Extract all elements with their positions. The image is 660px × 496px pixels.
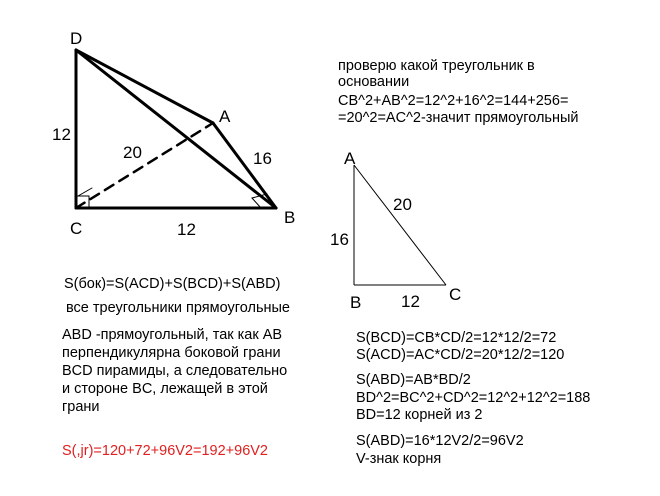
all-right-triangles-note: все треугольники прямоугольные (66, 300, 290, 316)
note-check-line1: проверю какой треугольник в (338, 58, 535, 74)
area-abd-value: S(ABD)=16*12V2/2=96V2 (356, 433, 524, 449)
tri-vertex-a-label: A (344, 149, 356, 168)
length-cb-label: 12 (177, 220, 196, 239)
note-check-line2: основании (338, 74, 410, 90)
area-acd-line: S(ACD)=AC*CD/2=20*12/2=120 (356, 347, 565, 363)
note-check-line3: CB^2+AB^2=12^2+16^2=144+256= (338, 93, 569, 109)
edge-ca-hidden (76, 123, 213, 208)
abd-explanation-line2: перпендикулярна боковой грани (62, 345, 281, 361)
length-ca-label: 20 (123, 143, 142, 162)
vertex-c-label: C (70, 219, 83, 238)
note-check-line4: =20^2=AC^2-значит прямоугольный (338, 110, 579, 126)
length-dc-label: 12 (52, 125, 71, 144)
abd-explanation-line3: BCD пирамиды, а следовательно (62, 363, 288, 379)
tri-vertex-c-label: C (449, 285, 462, 304)
bd-value-line: BD=12 корней из 2 (356, 407, 483, 423)
tri-side-ac (354, 165, 446, 285)
root-sign-note: V-знак корня (356, 451, 442, 467)
abd-explanation-line4: и стороне BC, лежащей в этой (62, 381, 268, 397)
vertex-b-label: B (284, 208, 296, 227)
bd-squared-line: BD^2=BC^2+CD^2=12^2+12^2=188 (356, 390, 591, 406)
abd-explanation-line5: грани (62, 399, 100, 415)
vertex-a-label: A (219, 107, 231, 126)
vertex-d-label: D (70, 29, 83, 48)
final-result: S(,jr)=120+72+96V2=192+96V2 (62, 443, 268, 459)
length-ab-label: 16 (253, 149, 272, 168)
edge-da (76, 50, 213, 123)
lateral-area-formula: S(бок)=S(ACD)+S(BCD)+S(ABD) (64, 276, 281, 292)
tri-vertex-b-label: B (350, 293, 362, 312)
tri-length-bc-label: 12 (401, 292, 420, 311)
tri-length-ac-label: 20 (393, 195, 412, 214)
tri-length-ab-label: 16 (330, 230, 349, 249)
area-abd-definition: S(ABD)=AB*BD/2 (356, 372, 471, 388)
base-triangle-figure (354, 165, 446, 285)
abd-explanation-line1: ABD -прямоугольный, так как AB (62, 327, 283, 343)
pyramid-figure (76, 50, 276, 208)
area-bcd-line: S(BCD)=CB*CD/2=12*12/2=72 (356, 330, 557, 346)
right-angle-mark-c2 (78, 188, 92, 196)
edge-db (76, 50, 276, 208)
